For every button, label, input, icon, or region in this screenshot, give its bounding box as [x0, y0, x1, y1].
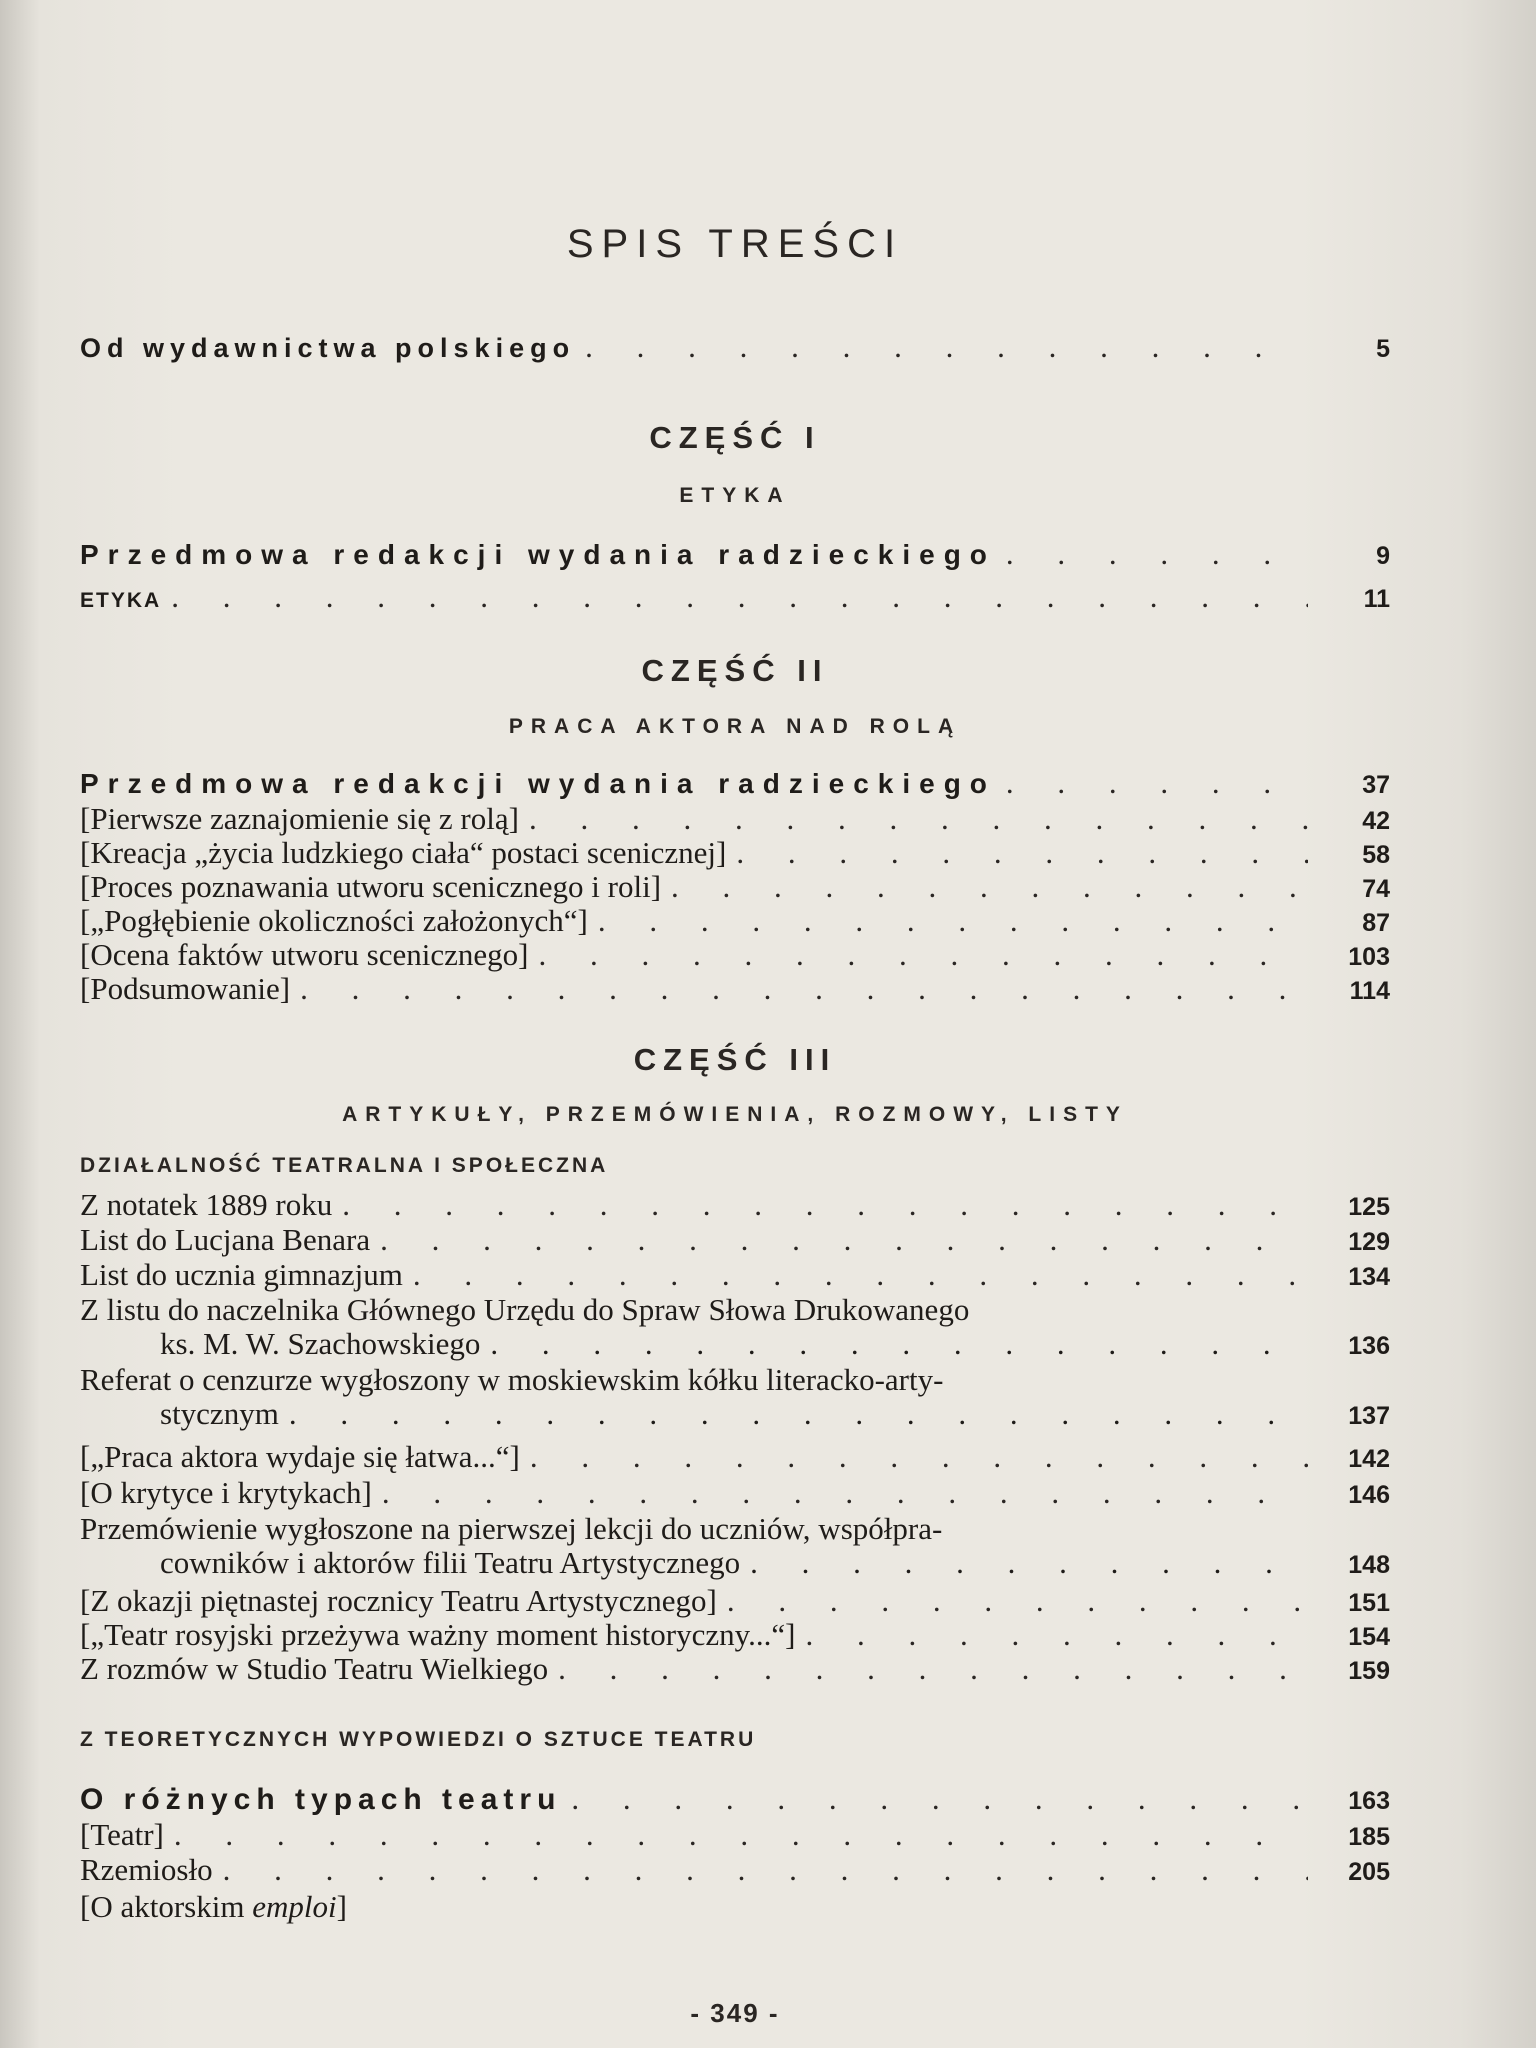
toc-entry-label: [Teatr] [80, 1817, 164, 1852]
toc-entry [80, 1476, 1390, 1512]
dot-leader [558, 1652, 1308, 1686]
dot-leader [289, 1397, 1308, 1431]
toc-page-number: 185 [1348, 1823, 1390, 1851]
table-of-contents [80, 0, 1390, 2048]
toc-entry [80, 1258, 1390, 1294]
toc-page-number: 129 [1348, 1228, 1390, 1256]
dot-leader [727, 1584, 1308, 1618]
toc-entry [80, 537, 1390, 573]
dot-leader [300, 972, 1308, 1006]
toc-page-number: 11 [1363, 585, 1390, 613]
toc-entry-label [80, 1890, 347, 1924]
toc-entry-label: Przedmowa redakcji wydania radzieckiego [80, 768, 996, 799]
toc-page-number: 9 [1376, 542, 1390, 570]
toc-page-number: 148 [1348, 1551, 1390, 1579]
toc-page-number: 151 [1348, 1589, 1390, 1617]
toc-entry [80, 870, 1390, 906]
toc-page-number: 142 [1348, 1445, 1390, 1473]
page-title: SPIS TREŚCI [566, 222, 904, 266]
toc-entry-label: [„Pogłębienie okoliczności założonych“] [80, 903, 588, 938]
section-heading-1: DZIAŁALNOŚĆ TEATRALNA I SPOŁECZNA [80, 1154, 609, 1177]
toc-entry [80, 938, 1390, 974]
toc-entry-label: List do ucznia gimnazjum [80, 1257, 403, 1292]
toc-entry-multiline [80, 1293, 1390, 1363]
toc-entry [80, 904, 1390, 940]
toc-page-number: 159 [1348, 1657, 1390, 1685]
toc-entry [80, 766, 1390, 802]
toc-entry-label-line1: Z listu do naczelnika Głównego Urzędu do Spraw Słowa Drukowanego [80, 1292, 970, 1327]
toc-page-number: 58 [1362, 841, 1390, 869]
toc-entry [80, 1618, 1390, 1654]
dot-leader [529, 802, 1308, 836]
toc-entry-multiline [80, 1512, 1390, 1582]
dot-leader [223, 1853, 1308, 1887]
part-subtitle-2: PRACA AKTORA NAD ROLĄ [508, 715, 962, 738]
toc-entry [80, 580, 1390, 618]
toc-entry-label: Z rozmów w Studio Teatru Wielkiego [80, 1651, 549, 1686]
section-heading-2: Z TEORETYCZNYCH WYPOWIEDZI O SZTUCE TEATRU [80, 1728, 757, 1751]
dot-leader [174, 1818, 1308, 1852]
dot-leader [490, 1327, 1308, 1361]
toc-entry [80, 1188, 1390, 1224]
toc-entry-label: [„Teatr rosyjski przeżywa ważny moment historyczny...“] [80, 1617, 796, 1652]
toc-page-number: 125 [1348, 1193, 1390, 1221]
toc-entry [80, 1440, 1390, 1476]
toc-page-number: 163 [1348, 1787, 1390, 1815]
toc-page-number: 114 [1349, 977, 1390, 1005]
toc-entry-label: [Kreacja „życia ludzkiego ciała“ postaci scenicznej] [80, 835, 727, 870]
toc-page-number: 37 [1362, 771, 1390, 799]
toc-entry-label: O różnych typach teatru [80, 1783, 562, 1816]
dot-leader [671, 870, 1308, 904]
toc-entry-multiline [80, 1363, 1390, 1433]
dot-leader [1006, 537, 1308, 571]
toc-page-number: 87 [1362, 909, 1390, 937]
part-heading-3: CZĘŚĆ III [633, 1042, 837, 1077]
dot-leader [585, 330, 1308, 364]
toc-entry-last [80, 1890, 1390, 1924]
toc-label-italic: emploi [252, 1889, 337, 1924]
toc-entry [80, 836, 1390, 872]
toc-entry [80, 1584, 1390, 1620]
toc-entry-label-line1: Przemówienie wygłoszone na pierwszej lekcji do uczniów, współpra- [80, 1511, 943, 1546]
toc-page-number: 136 [1348, 1332, 1390, 1360]
toc-entry-label: Przedmowa redakcji wydania radzieckiego [80, 539, 996, 570]
page-number-footer: - 349 - [690, 1998, 780, 2028]
toc-page-number: 146 [1348, 1481, 1390, 1509]
toc-entry-label: Z notatek 1889 roku [80, 1187, 333, 1222]
toc-entry-label-line1: Referat o cenzurze wygłoszony w moskiewskim kółku literacko-arty- [80, 1362, 944, 1397]
toc-page-number: 134 [1348, 1263, 1390, 1291]
toc-entry [80, 1782, 1390, 1818]
toc-page-number: 205 [1348, 1858, 1390, 1886]
toc-entry [80, 1853, 1390, 1889]
dot-leader [538, 938, 1308, 972]
toc-entry-label: ETYKA [80, 589, 162, 612]
toc-entry [80, 1652, 1390, 1688]
toc-entry-intro [80, 330, 1390, 366]
toc-page-number: 154 [1348, 1623, 1390, 1651]
dot-leader [530, 1440, 1308, 1474]
dot-leader [571, 1782, 1308, 1816]
dot-leader [750, 1546, 1308, 1580]
toc-entry-label: Od wydawnictwa polskiego [80, 333, 576, 363]
dot-leader [1006, 766, 1308, 800]
toc-entry-label: [O krytyce i krytykach] [80, 1475, 372, 1510]
part-heading-2: CZĘŚĆ II [641, 653, 829, 688]
toc-page-number: 74 [1362, 875, 1390, 903]
toc-page-number: 103 [1348, 943, 1390, 971]
toc-label-suffix: ] [336, 1889, 347, 1924]
toc-entry-label-line2: stycznym [160, 1396, 279, 1431]
toc-entry-label: [Pierwsze zaznajomienie się z rolą] [80, 801, 519, 836]
dot-leader [171, 580, 1308, 614]
toc-entry-label-line2: ks. M. W. Szachowskiego [160, 1326, 481, 1361]
toc-label-prefix: [O aktorskim [80, 1889, 253, 1924]
toc-entry-label-line2: cowników i aktorów filii Teatru Artystycznego [160, 1545, 741, 1580]
toc-entry-label: [Podsumowanie] [80, 971, 291, 1006]
toc-entry-label: [Ocena faktów utworu scenicznego] [80, 937, 529, 972]
toc-entry-label: [Z okazji piętnastej rocznicy Teatru Artystycznego] [80, 1583, 717, 1618]
dot-leader [805, 1618, 1308, 1652]
toc-entry [80, 1223, 1390, 1259]
part-subtitle-1: ETYKA [679, 484, 791, 507]
dot-leader [413, 1258, 1308, 1292]
toc-entry [80, 802, 1390, 838]
dot-leader [598, 904, 1308, 938]
toc-entry-label: [Proces poznawania utworu scenicznego i roli] [80, 869, 662, 904]
toc-page-number: 137 [1348, 1402, 1390, 1430]
toc-entry-label: List do Lucjana Benara [80, 1222, 371, 1257]
dot-leader [342, 1188, 1308, 1222]
toc-entry [80, 972, 1390, 1008]
dot-leader [380, 1223, 1308, 1257]
toc-entry-label: Rzemiosło [80, 1852, 213, 1887]
toc-page-number: 5 [1376, 335, 1390, 363]
part-subtitle-3: ARTYKUŁY, PRZEMÓWIENIA, ROZMOWY, LISTY [342, 1103, 1128, 1126]
toc-page-number: 42 [1362, 807, 1390, 835]
part-heading-1: CZĘŚĆ I [649, 420, 821, 455]
toc-entry [80, 1818, 1390, 1854]
dot-leader [736, 836, 1308, 870]
dot-leader [382, 1476, 1308, 1510]
toc-entry-label: [„Praca aktora wydaje się łatwa...“] [80, 1439, 520, 1474]
